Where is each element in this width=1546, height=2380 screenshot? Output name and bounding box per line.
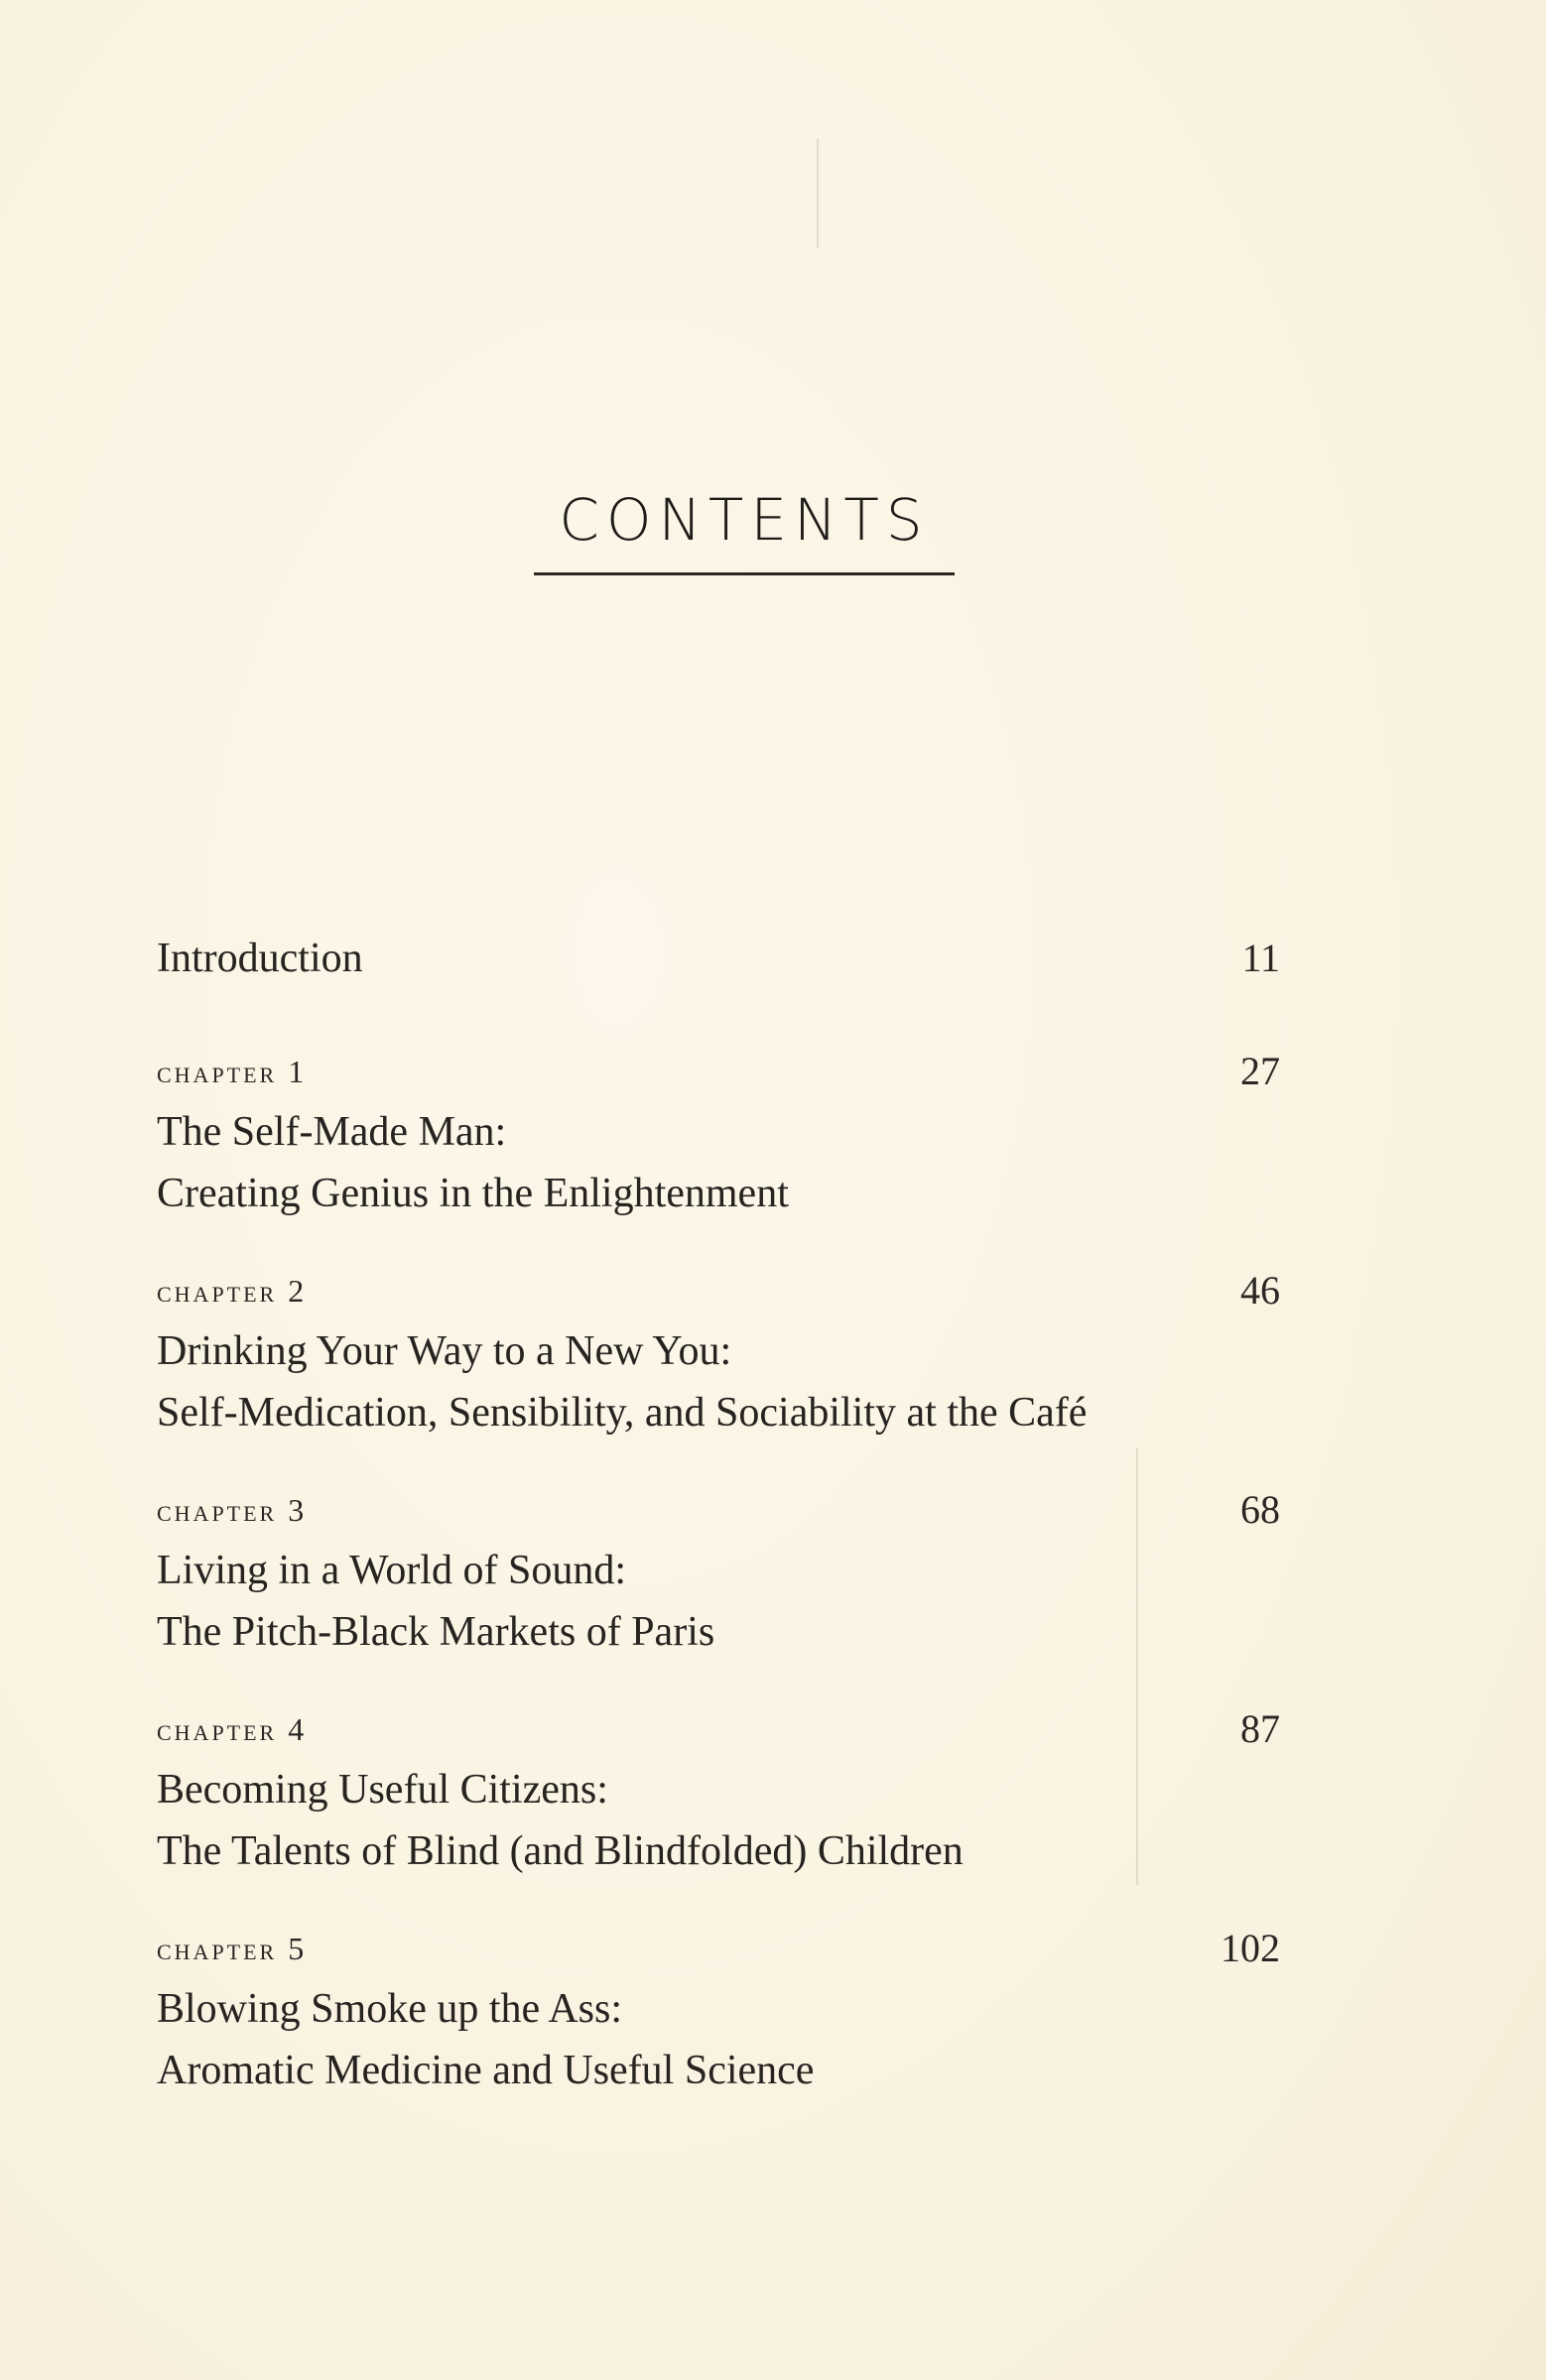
page-title: CONTENTS <box>559 486 930 554</box>
entry-title: The Self-Made Man: <box>157 1109 507 1155</box>
toc-entry-chapter-5[interactable] <box>157 1919 1280 2138</box>
entry-title: Blowing Smoke up the Ass: <box>157 1986 623 2032</box>
entry-title: Introduction <box>157 936 363 981</box>
toc-entry-introduction[interactable] <box>157 928 1280 1042</box>
page-number: 102 <box>1221 1926 1280 1970</box>
entry-subtitle: Self-Medication, Sensibility, and Sociability at the Café <box>157 1390 1088 1436</box>
chapter-label: chapter 5 <box>157 1931 308 1966</box>
toc-entry-chapter-2[interactable] <box>157 1261 1280 1480</box>
entry-subtitle: The Talents of Blind (and Blindfolded) Children <box>157 1828 964 1874</box>
entry-subtitle: Aromatic Medicine and Useful Science <box>157 2048 815 2093</box>
toc-entry-chapter-3[interactable] <box>157 1480 1280 1699</box>
entry-title: Drinking Your Way to a New You: <box>157 1328 732 1374</box>
toc-entry-chapter-1[interactable] <box>157 1042 1280 1261</box>
chapter-label: chapter 4 <box>157 1711 308 1747</box>
page-number: 11 <box>1241 936 1280 980</box>
chapter-label: chapter 2 <box>157 1273 308 1309</box>
toc-entry-chapter-4[interactable] <box>157 1699 1280 1919</box>
table-of-contents <box>157 928 1280 2138</box>
chapter-label: chapter 3 <box>157 1492 308 1528</box>
entry-subtitle: The Pitch-Black Markets of Paris <box>157 1609 715 1655</box>
page-number: 87 <box>1240 1706 1280 1751</box>
page-number: 46 <box>1240 1268 1280 1313</box>
page-number: 68 <box>1240 1487 1280 1532</box>
entry-title: Living in a World of Sound: <box>157 1548 626 1593</box>
chapter-label: chapter 1 <box>157 1054 308 1089</box>
paper-crease <box>817 139 819 248</box>
entry-subtitle: Creating Genius in the Enlightenment <box>157 1171 789 1216</box>
title-underline <box>534 572 955 575</box>
page-number: 27 <box>1240 1049 1280 1093</box>
entry-title: Becoming Useful Citizens: <box>157 1767 608 1813</box>
